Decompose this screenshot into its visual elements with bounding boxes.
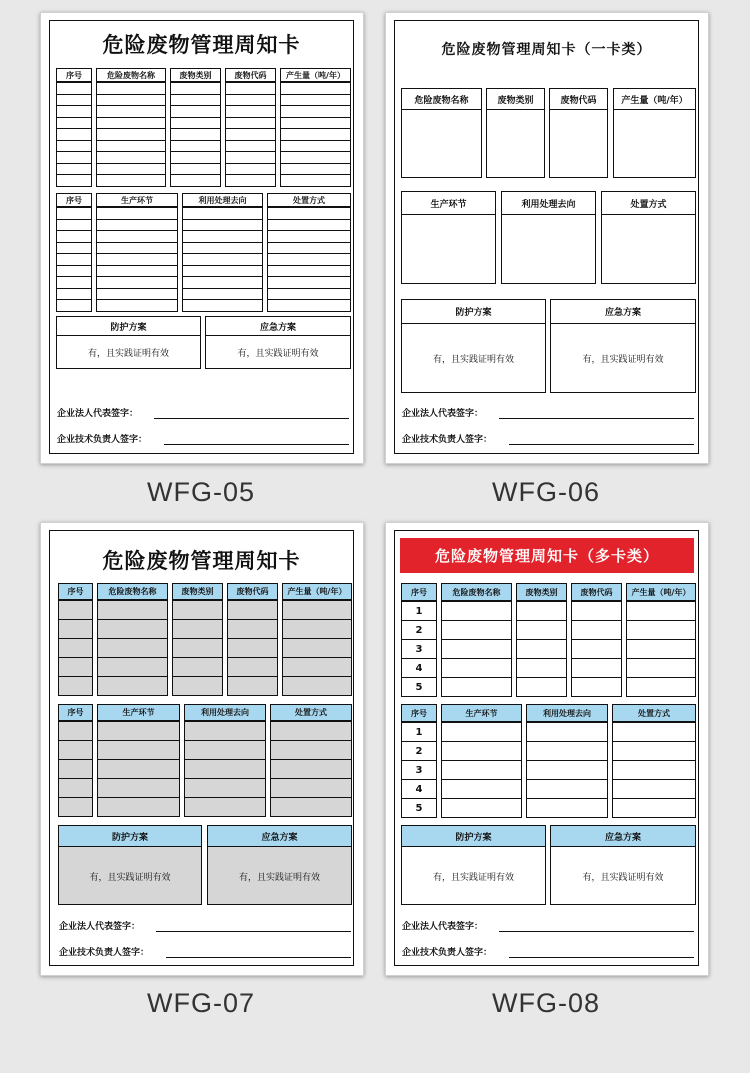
col-header-process: 生产环节 [96,193,178,207]
table-cell [227,619,278,639]
table-cell [172,619,223,639]
col-header-category: 废物类别 [516,583,567,601]
tech-lead-signature-line [509,957,694,958]
table-cell [97,619,168,639]
table-cell [626,658,696,678]
table-cell [282,638,352,658]
table-cell [441,677,512,697]
emergency-label: 应急方案 [604,832,641,843]
table-cell [182,299,263,312]
col-header-seq: 序号 [58,583,93,600]
table-cell [526,760,608,780]
col-header-disposal: 处置方式 [270,704,352,721]
table-cell [270,721,352,741]
table-cell [626,639,696,659]
table-cell [58,759,93,779]
col-header-category: 废物类别 [172,583,223,600]
table-cell [282,619,352,639]
row-number: 2 [401,620,437,640]
table-cell [280,174,351,187]
table-cell [97,759,180,779]
col-header-name: 危险废物名称 [96,68,166,82]
legal-rep-signature-label: 企业法人代表签字： [57,409,139,419]
tech-lead-signature-line [164,444,349,445]
card-wfg-06 [385,12,709,464]
table-cell [612,760,696,780]
table-cell [172,638,223,658]
col-header-category: 废物类别 [170,68,221,82]
table-cell [571,639,622,659]
col-header-destination: 利用处理去向 [501,191,596,215]
card-code-label: WFG-07 [146,988,255,1018]
tech-lead-signature-label: 企业技术负责人签字： [59,948,150,958]
card-wfg-05 [40,12,364,464]
col-header-name: 危险废物名称 [401,88,482,110]
table-cell [571,658,622,678]
row-number: 2 [401,741,437,761]
table-cell [58,721,93,741]
table-cell [626,620,696,640]
col-header-name: 危险废物名称 [441,583,512,601]
table-cell [56,299,92,312]
table-cell [612,798,696,818]
col-header-category: 废物类别 [486,88,545,110]
protection-label: 防护方案 [455,308,492,318]
row-number: 4 [401,779,437,799]
col-header-output: 产生量（吨/年） [626,583,696,601]
table-cell [96,174,166,187]
col-header-code: 废物代码 [549,88,608,110]
emergency-text: 有，且实践证明有效 [237,349,319,359]
card-code-label: WFG-08 [491,988,600,1018]
table-cell [170,174,221,187]
table-cell [526,722,608,742]
table-cell [58,638,93,658]
table-cell [282,600,352,620]
table-cell [270,778,352,798]
table-cell [441,798,522,818]
table-cell [441,760,522,780]
col-header-process: 生产环节 [441,704,522,722]
row-number: 5 [401,798,437,818]
table-cell [441,779,522,799]
emergency-text: 有，且实践证明有效 [238,872,320,883]
emergency-text: 有，且实践证明有效 [582,872,664,883]
row-number: 4 [401,658,437,678]
table-cell [56,174,92,187]
legal-rep-signature-line [154,418,349,419]
col-header-seq: 序号 [401,583,437,601]
col-header-disposal: 处置方式 [267,193,351,207]
table-cell [571,620,622,640]
table-cell [225,174,276,187]
legal-rep-signature-line [499,931,694,932]
table-cell [516,658,567,678]
col-header-output: 产生量（吨/年） [282,583,352,600]
col-header-destination: 利用处理去向 [526,704,608,722]
table-cell [441,741,522,761]
row-number: 3 [401,760,437,780]
table-cell [97,676,168,696]
table-cell [526,798,608,818]
table-cell [172,600,223,620]
table-cell [282,657,352,677]
table-cell [58,619,93,639]
tech-lead-signature-label: 企业技术负责人签字： [402,948,493,958]
card-code-label: WFG-06 [491,477,600,507]
legal-rep-signature-line [156,931,351,932]
table-cell [441,601,512,621]
table-cell [184,721,266,741]
table-cell [516,639,567,659]
emergency-label: 应急方案 [604,308,641,318]
tech-lead-signature-label: 企业技术负责人签字： [402,435,493,445]
row-number: 1 [401,601,437,621]
table-cell [526,779,608,799]
col-header-seq: 序号 [58,704,93,721]
table-cell [58,676,93,696]
table-cell [267,299,351,312]
col-header-output: 产生量（吨/年） [613,88,696,110]
table-cell [97,797,180,817]
table-cell [441,658,512,678]
table-cell [516,601,567,621]
card-title: 危险废物管理周知卡（多卡类） [434,547,659,565]
table-cell [97,721,180,741]
legal-rep-signature-line [499,418,694,419]
col-header-destination: 利用处理去向 [182,193,263,207]
table-cell [227,638,278,658]
table-cell [97,638,168,658]
table-cell [441,620,512,640]
table-cell [58,600,93,620]
protection-text: 有，且实践证明有效 [87,349,169,359]
table-cell [184,778,266,798]
protection-text: 有，且实践证明有效 [89,872,171,883]
protection-label: 防护方案 [455,832,492,843]
card-wfg-07 [40,522,364,976]
table-cell [58,778,93,798]
table-cell [612,779,696,799]
table-cell [184,740,266,760]
table-cell [282,676,352,696]
row-number: 5 [401,677,437,697]
col-header-name: 危险废物名称 [97,583,168,600]
table-cell [270,759,352,779]
col-header-seq: 序号 [56,68,92,82]
table-cell [270,797,352,817]
table-cell [626,601,696,621]
table-cell [227,600,278,620]
col-header-destination: 利用处理去向 [184,704,266,721]
col-header-output: 产生量（吨/年） [280,68,351,82]
table-cell [184,759,266,779]
table-cell [571,601,622,621]
emergency-label: 应急方案 [261,832,298,843]
col-header-code: 废物代码 [227,583,278,600]
legal-rep-signature-label: 企业法人代表签字： [59,922,141,932]
protection-text: 有，且实践证明有效 [432,872,514,883]
table-cell [571,677,622,697]
table-cell [172,657,223,677]
col-header-process: 生产环节 [401,191,496,215]
card-title: 危险废物管理周知卡 [102,33,301,57]
table-cell [626,677,696,697]
row-number: 3 [401,639,437,659]
col-header-seq: 序号 [56,193,92,207]
card-code-label: WFG-05 [146,477,255,507]
table-cell [612,722,696,742]
tech-lead-signature-line [509,444,694,445]
col-header-seq: 序号 [401,704,437,722]
tech-lead-signature-label: 企业技术负责人签字： [57,435,148,445]
table-cell [516,620,567,640]
col-header-code: 废物代码 [571,583,622,601]
table-cell [97,657,168,677]
col-header-disposal: 处置方式 [601,191,696,215]
card-title: 危险废物管理周知卡 [102,549,301,573]
table-cell [227,657,278,677]
table-cell [441,722,522,742]
tech-lead-signature-line [166,957,351,958]
table-cell [526,741,608,761]
table-cell [516,677,567,697]
legal-rep-signature-label: 企业法人代表签字： [402,922,484,932]
protection-label: 防护方案 [110,322,147,333]
row-number: 1 [401,722,437,742]
emergency-text: 有，且实践证明有效 [582,355,664,365]
card-wfg-08 [385,522,709,976]
table-cell [227,676,278,696]
table-cell [97,600,168,620]
legal-rep-signature-label: 企业法人代表签字： [402,409,484,419]
table-cell [172,676,223,696]
table-cell [58,740,93,760]
table-cell [97,778,180,798]
col-header-process: 生产环节 [97,704,180,721]
protection-text: 有，且实践证明有效 [432,355,514,365]
table-cell [612,741,696,761]
emergency-label: 应急方案 [259,322,296,333]
table-cell [58,797,93,817]
table-cell [97,740,180,760]
col-header-disposal: 处置方式 [612,704,696,722]
col-header-code: 废物代码 [225,68,276,82]
table-cell [184,797,266,817]
table-cell [96,299,178,312]
card-title: 危险废物管理周知卡（一卡类） [441,42,652,58]
table-cell [270,740,352,760]
protection-label: 防护方案 [111,832,148,843]
table-cell [58,657,93,677]
table-cell [441,639,512,659]
